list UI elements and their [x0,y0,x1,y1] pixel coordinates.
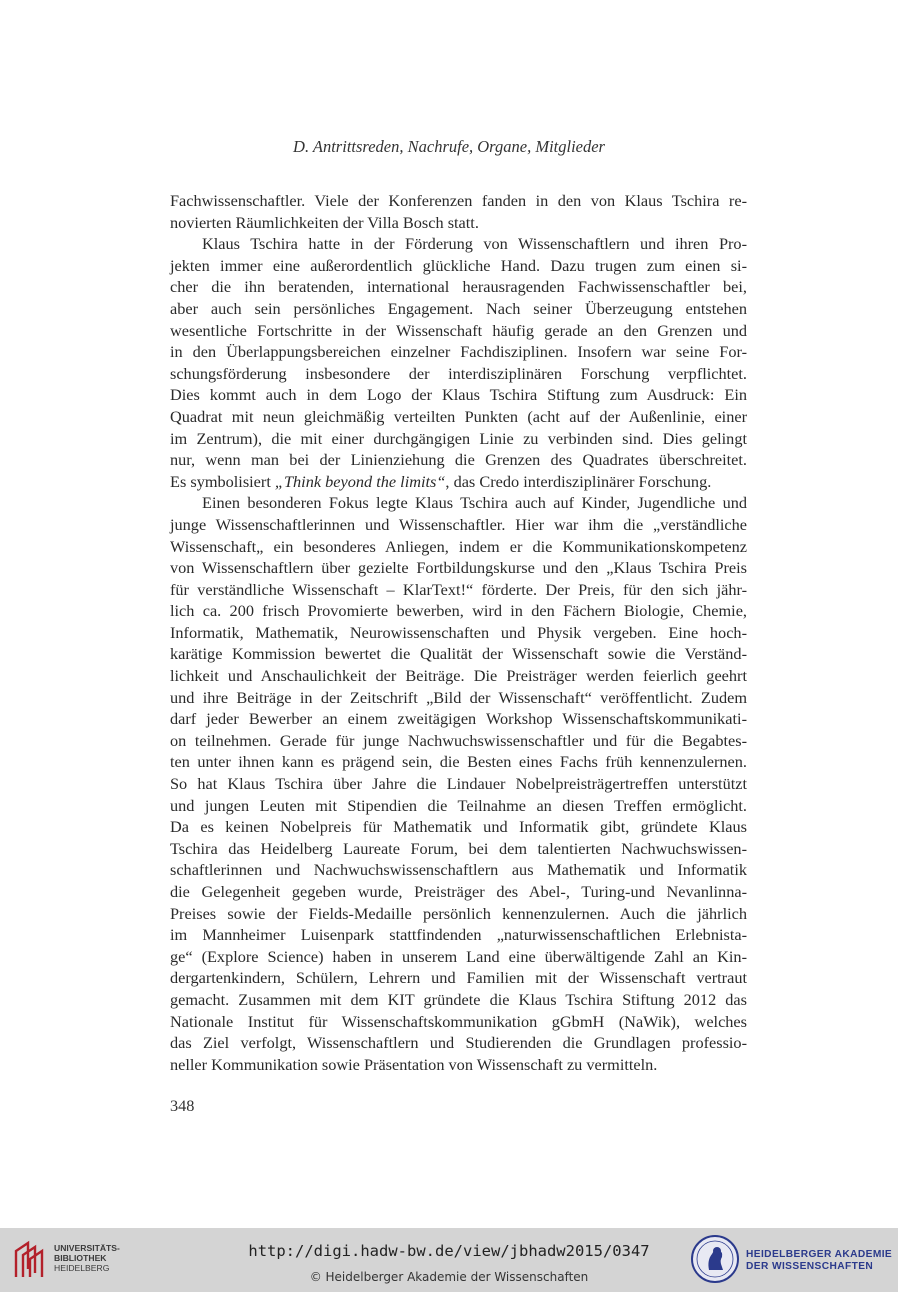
body-text [170,190,747,1075]
text-segment: Es symbolisiert [170,471,275,491]
text-line: lich ca. 200 frisch Provomierte bewerben, wird in den Fächern Biologie, Chemie, [170,601,747,621]
text-line: in den Überlappungsbereichen einzelner Fachdisziplinen. Insofern war seine For- [170,342,747,362]
text-line: Dies kommt auch in dem Logo der Klaus Tschira Stiftung zum Ausdruck: Ein [170,385,747,405]
text-line: Informatik, Mathematik, Neurowissenschaften und Physik vergeben. Eine hoch- [170,622,747,642]
text-line: das Ziel verfolgt, Wissenschaftlern und Studierenden die Grundlagen professio- [170,1033,747,1053]
copyright-notice: © Heidelberger Akademie der Wissenschaften [309,1270,589,1284]
library-logo-line: UNIVERSITÄTS- [54,1243,120,1253]
text-line: wesentliche Fortschritte in der Wissenschaft häufig gerade an den Grenzen und [170,320,747,340]
text-line: ten unter ihnen kann es prägend sein, die Besten eines Fachs früh kennenzulernen. [170,752,747,772]
text-line: karätige Kommission bewertet die Qualität der Wissenschaft sowie die Verständ- [170,644,747,664]
text-line: junge Wissenschaftlerinnen und Wissenschaftler. Hier war ihm die „verständliche [170,514,747,534]
text-line: So hat Klaus Tschira über Jahre die Lindauer Nobelpreisträgertreffen unterstützt [170,774,747,794]
text-line: und jungen Leuten mit Stipendien die Teilnahme an diesen Treffen ermöglicht. [170,795,747,815]
academy-logo[interactable] [690,1234,893,1286]
academy-logo-line: DER WISSENSCHAFTEN [746,1261,874,1272]
text-line: Preises sowie der Fields-Medaille persönlich kennenzulernen. Auch die jährlich [170,903,747,923]
text-line: neller Kommunikation sowie Präsentation von Wissenschaft zu vermitteln. [170,1054,658,1074]
academy-logo-text [746,1249,892,1273]
text-line: gemacht. Zusammen mit dem KIT gründete die Klaus Tschira Stiftung 2012 das [170,989,747,1009]
text-line: novierten Räumlichkeiten der Villa Bosch statt. [170,212,479,232]
text-line: im Zentrum), die mit einer durchgängigen Linie zu verbinden sind. Dies gelingt [170,428,747,448]
permalink-url[interactable]: http://digi.hadw-bw.de/view/jbhadw2015/0347 [248,1242,650,1260]
text-line: Wissenschaft„ ein besonderes Anliegen, indem er die Kommunikationskompetenz [170,536,747,556]
text-line: Klaus Tschira hatte in der Förderung von Wissenschaftlern und ihren Pro- [202,234,747,254]
text-line: die Gelegenheit gegeben wurde, Preisträger des Abel-, Turing-und Nevanlinna- [170,882,747,901]
academy-seal-icon [690,1234,740,1284]
text-line: schaftlerinnen und Nachwuchswissenschaftlern aus Mathematik und Informatik [170,860,747,880]
text-line: on teilnehmen. Gerade für junge Nachwuchswissenschaftler und für die Begabtes- [170,730,747,750]
text-line: aber auch sein persönliches Engagement. Nach seiner Überzeugung entstehen [170,298,747,318]
text-line: Einen besonderen Fokus legte Klaus Tschira auch auf Kinder, Jugendliche und [202,493,747,513]
text-line: Nationale Institut für Wissenschaftskommunikation gGbmH (NaWik), welches [170,1011,747,1031]
text-line: Tschira das Heidelberg Laureate Forum, bei dem talentierten Nachwuchswissen- [170,838,747,858]
library-logo-line: HEIDELBERG [54,1263,110,1273]
text-line: dergartenkindern, Schülern, Lehrern und Familien mit der Wissenschaft vertraut [170,968,747,988]
text-line: lichkeit und Anschaulichkeit der Beiträge. Die Preisträger werden feierlich geehrt [170,666,747,686]
text-line: im Mannheimer Luisenpark stattfindenden „naturwissenschaftlichen Erlebnista- [170,925,747,945]
text-line: ge“ (Explore Science) haben in unserem Land eine überwältigende Zahl an Kin- [170,946,747,966]
digitization-footer [0,1228,898,1292]
academy-logo-line: HEIDELBERGER AKADEMIE [746,1249,893,1260]
text-line: schungsförderung insbesondere der interdisziplinären Forschung verpflichtet. [170,363,747,383]
text-line: jekten immer eine außerordentlich glückliche Hand. Dazu trugen zum einen si- [170,255,747,275]
text-line: Da es keinen Nobelpreis für Mathematik und Informatik gibt, gründete Klaus [170,817,747,837]
text-line: für verständliche Wissenschaft – KlarText!“ förderte. Der Preis, für den sich jähr- [170,579,747,599]
page-number: 348 [170,1096,195,1115]
text-line: darf jeder Bewerber an einem zweitägigen Workshop Wissenschaftskommunikati- [170,709,747,729]
text-line: Quadrat mit neun gleichmäßig verteilten Punkten (acht auf der Außenlinie, einer [170,406,747,426]
italic-motto: „Think beyond the limits“ [274,471,446,491]
text-line: Fachwissenschaftler. Viele der Konferenzen fanden in den von Klaus Tschira re- [170,191,747,210]
text-segment: , das Credo interdisziplinärer Forschung. [445,471,712,491]
text-line-with-italic [170,471,747,493]
text-line: von Wissenschaftlern über gezielte Fortbildungskurse und den „Klaus Tschira Preis [170,558,747,578]
text-line: und ihre Beiträge in der Zeitschrift „Bild der Wissenschaft“ veröffentlicht. Zudem [170,687,747,707]
text-line: nur, wenn man bei der Linienziehung die Grenzen des Quadrates überschreitet. [170,450,747,470]
text-line: cher die ihn beratenden, international herausragenden Fachwissenschaftler bei, [170,277,747,297]
library-logo-line: BIBLIOTHEK [54,1253,107,1263]
running-header: D. Antrittsreden, Nachrufe, Organe, Mitglieder [293,137,605,156]
